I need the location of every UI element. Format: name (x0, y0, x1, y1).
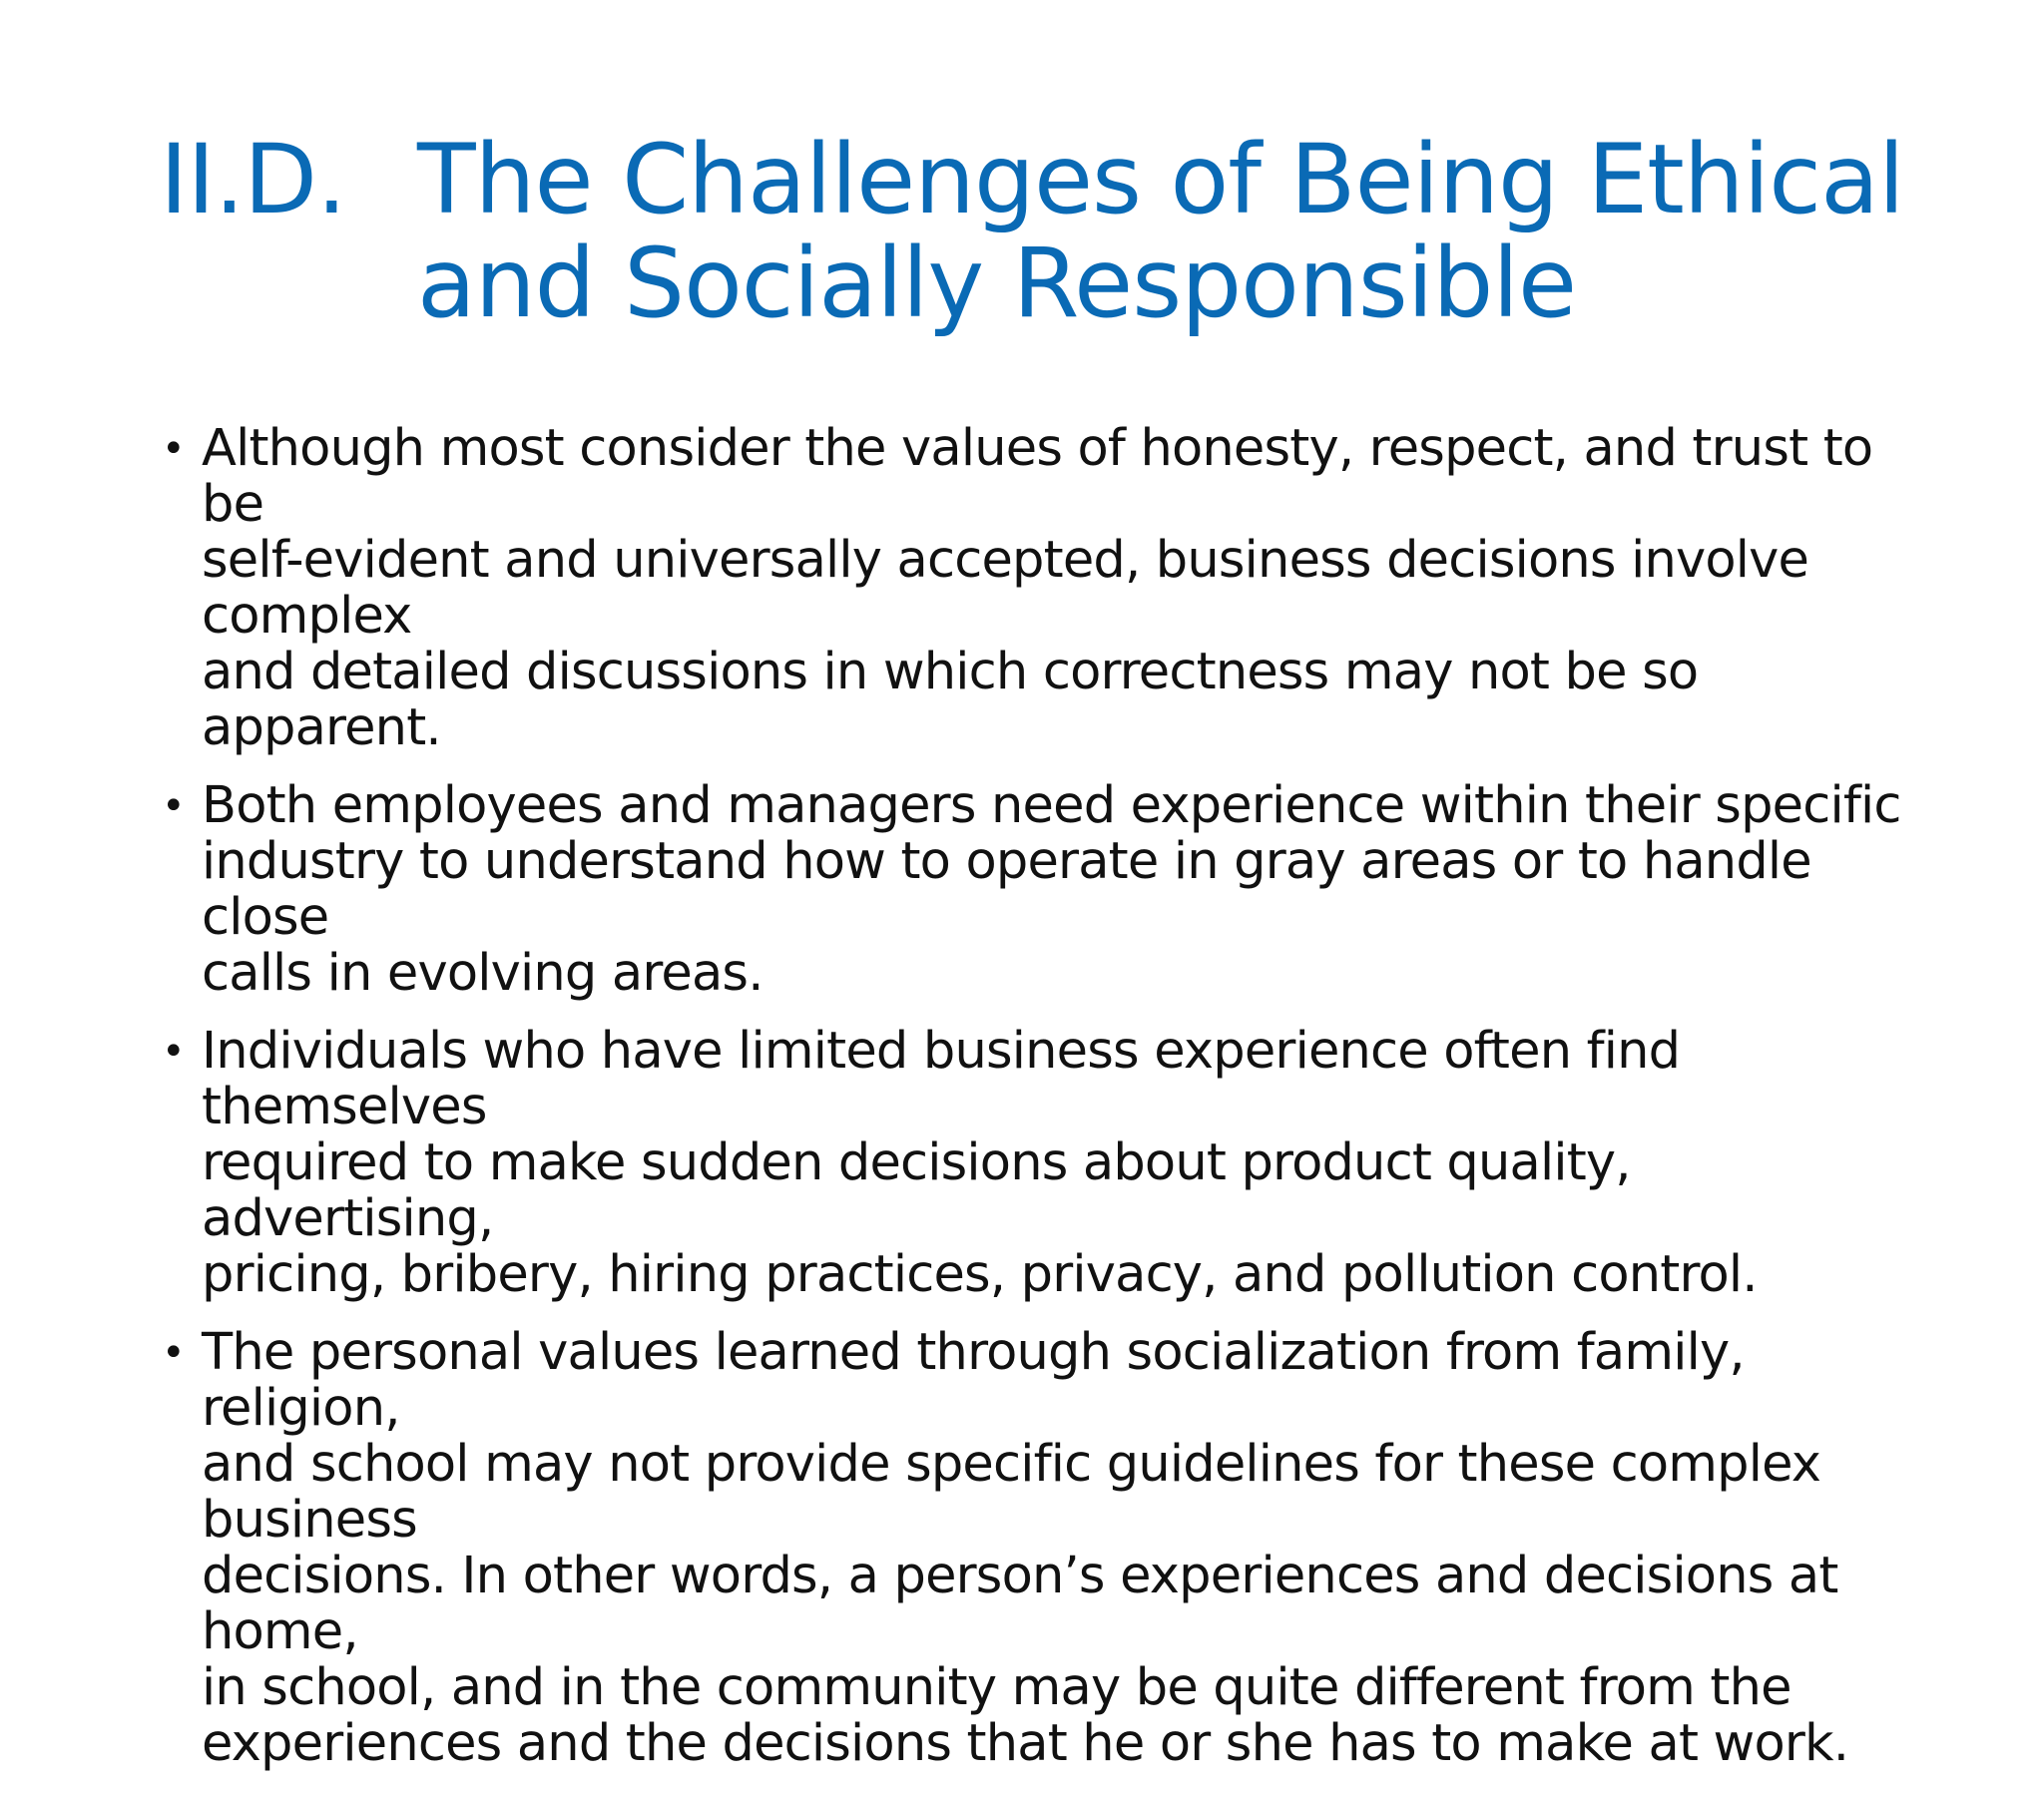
bullet-text: Individuals who have limited business experience often find themselves required to make sudden decisions about product quality, advertising, pricing, bribery, hiring practices, privacy, and pollution control. (202, 1022, 1758, 1304)
bullet-text: Although most consider the values of honesty, respect, and trust to be self-evident and universally accepted, business decisions involve complex and detailed discussions in which correctness may not be so apparent. (202, 419, 1873, 757)
section-number: II.D. (160, 124, 346, 235)
title-text: The Challenges of Being Ethical and Socially Responsible (417, 124, 1904, 339)
bullet-icon: • (162, 426, 186, 472)
bullet-icon: • (162, 783, 186, 829)
bullet-item (162, 778, 1918, 1002)
bullet-item (162, 1325, 1918, 1772)
bullet-text: The personal values learned through socialization from family, religion, and school may not provide specific guidelines for these complex business decisions. In other words, a person’s experiences and decisions at home, in school, and in the community may be quite different from the experiences and the decisions that he or she has to make at work. (202, 1323, 1849, 1773)
bullet-item (162, 1024, 1918, 1303)
bullet-icon: • (162, 1330, 186, 1376)
bullet-list (162, 421, 1918, 1794)
bullet-text: Both employees and managers need experience within their specific industry to understand how to operate in gray areas or to handle close calls in evolving areas. (202, 776, 1901, 1003)
slide-title (160, 124, 1976, 339)
bullet-item (162, 421, 1918, 756)
bullet-icon: • (162, 1029, 186, 1075)
